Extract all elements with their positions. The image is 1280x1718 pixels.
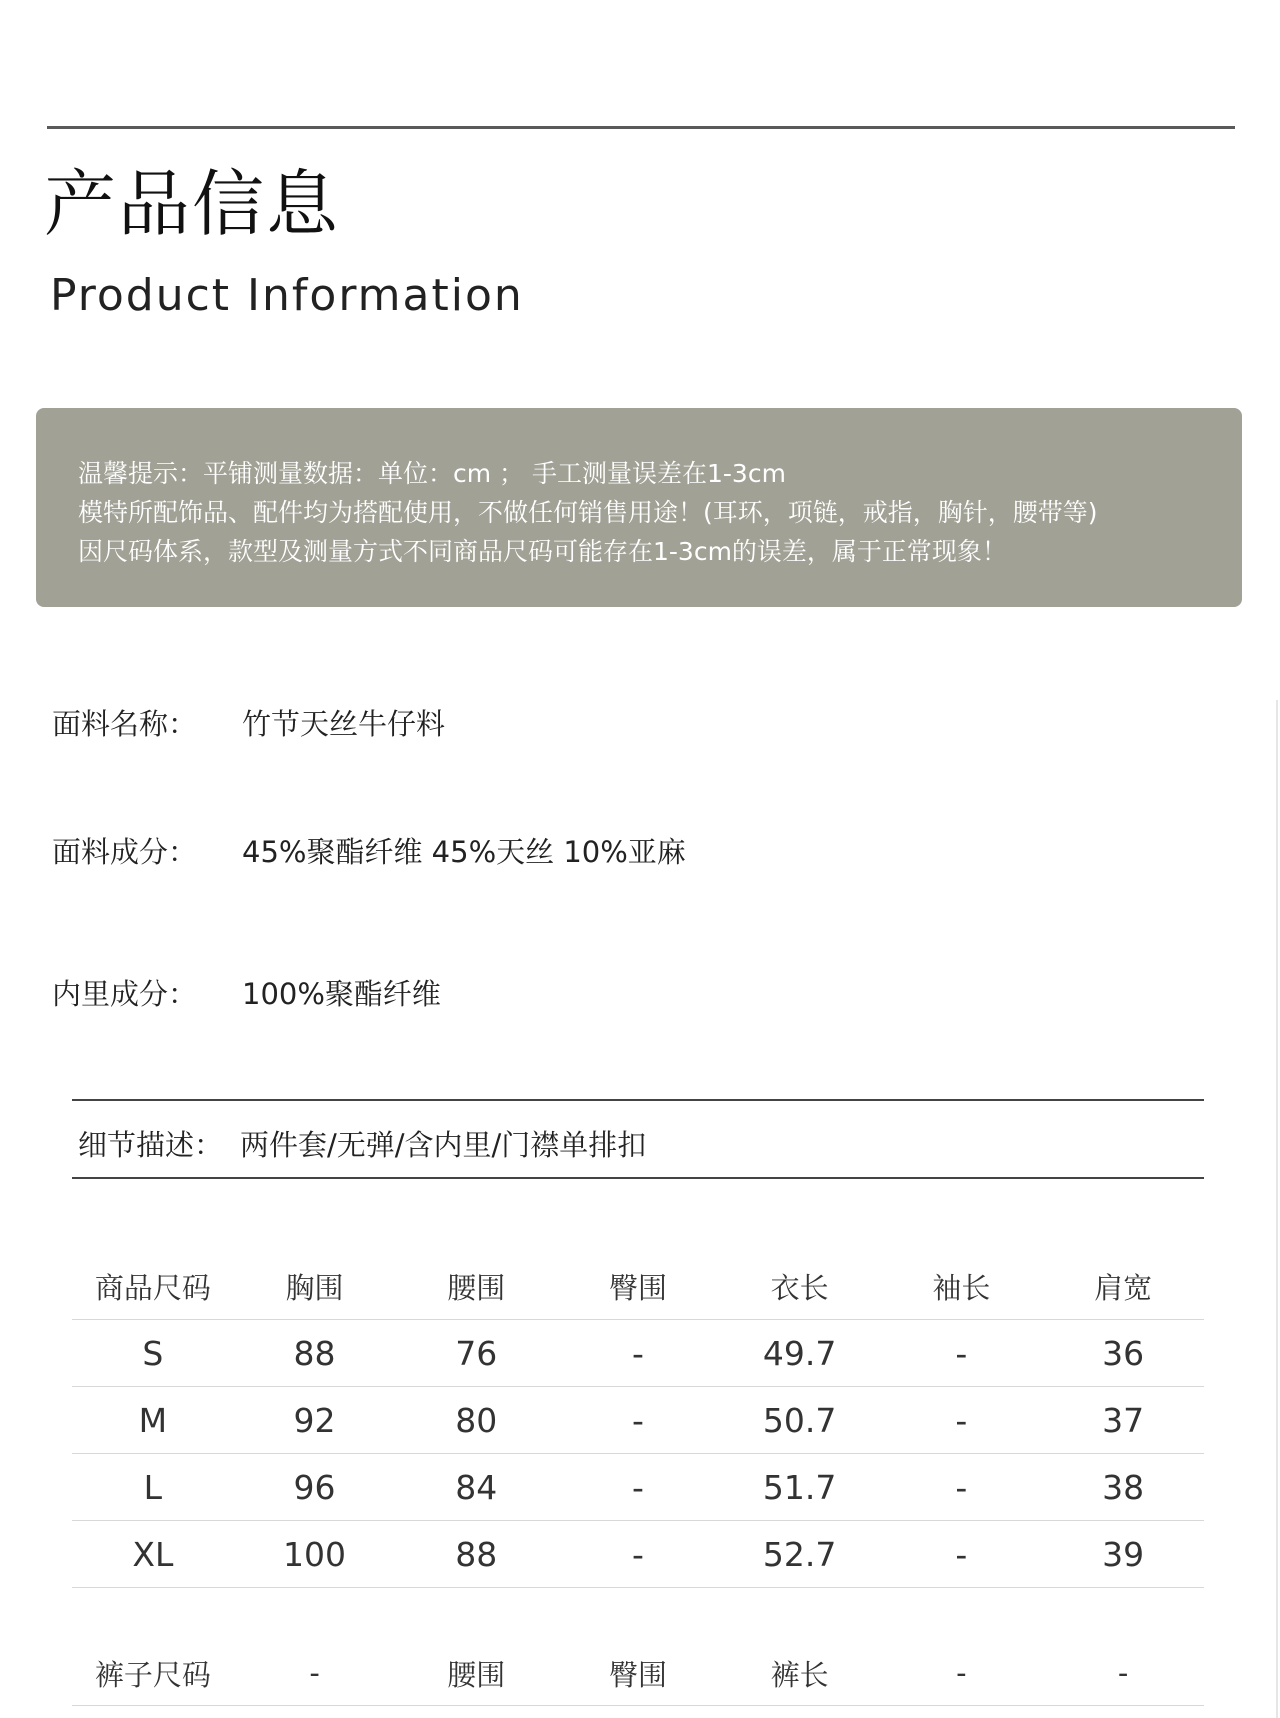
table-cell: 52.7 [719,1521,881,1588]
table-row [72,1320,1204,1387]
right-edge-line [1276,700,1278,1718]
top-divider [47,126,1235,129]
table-cell: 80 [395,1387,557,1454]
table-cell: 84 [395,1454,557,1521]
header-cell: 腰围 [395,1641,557,1706]
table-cell: 96 [234,1454,396,1521]
table-cell: 36 [1042,1320,1204,1387]
detail-box [72,1099,1204,1179]
header-cell: 裤长 [719,1641,881,1706]
table-row [72,1454,1204,1521]
fabric-composition-row [52,835,686,869]
header-cell: 臀围 [557,1641,719,1706]
table-cell: - [557,1387,719,1454]
header-cell: - [881,1641,1043,1706]
table-cell: 76 [395,1320,557,1387]
page-subtitle: Product Information [50,270,524,321]
table-cell: 39 [1042,1521,1204,1588]
table-cell: 100 [234,1521,396,1588]
fabric-name-row [52,707,446,741]
table-cell: 51.7 [719,1454,881,1521]
header-cell: - [234,1641,396,1706]
page-title: 产品信息 [44,162,341,246]
detail-label: 细节描述： [78,1128,224,1162]
table-cell: 38 [1042,1454,1204,1521]
notice-line-3: 因尺码体系，款型及测量方式不同商品尺码可能存在1-3cm的误差，属于正常现象！ [78,537,1007,566]
table-cell: XL [72,1521,234,1588]
header-cell: 袖长 [881,1253,1043,1320]
detail-value: 两件套/无弹/含内里/门襟单排扣 [240,1128,647,1162]
table-cell: 88 [395,1521,557,1588]
notice-line-1: 温馨提示：平铺测量数据：单位：cm ； 手工测量误差在1-3cm [78,459,786,488]
table-cell: M [72,1387,234,1454]
lining-value: 100%聚酯纤维 [242,977,441,1011]
pants-size-table [72,1641,1204,1706]
pants-table-header [72,1641,1204,1706]
header-cell: 臀围 [557,1253,719,1320]
header-cell: 肩宽 [1042,1253,1204,1320]
table-cell: - [881,1387,1043,1454]
table-row [72,1387,1204,1454]
header-cell: 衣长 [719,1253,881,1320]
table-cell: - [881,1320,1043,1387]
table-cell: L [72,1454,234,1521]
size-table-header [72,1253,1204,1320]
table-row [72,1521,1204,1588]
table-cell: - [557,1521,719,1588]
notice-line-2: 模特所配饰品、配件均为搭配使用，不做任何销售用途！(耳环，项链，戒指，胸针，腰带等) [78,498,1098,527]
fabric-composition-value: 45%聚酯纤维 45%天丝 10%亚麻 [242,835,686,869]
lining-label: 内里成分： [52,977,198,1011]
table-cell: 50.7 [719,1387,881,1454]
table-cell: 37 [1042,1387,1204,1454]
table-cell: - [557,1320,719,1387]
table-cell: - [881,1521,1043,1588]
notice-box [36,408,1242,607]
table-cell: 49.7 [719,1320,881,1387]
fabric-name-label: 面料名称： [52,707,198,741]
size-table [72,1253,1204,1588]
lining-row [52,977,441,1011]
header-cell: - [1042,1641,1204,1706]
header-cell: 腰围 [395,1253,557,1320]
header-cell: 裤子尺码 [72,1641,234,1706]
table-cell: S [72,1320,234,1387]
table-cell: - [557,1454,719,1521]
table-cell: 88 [234,1320,396,1387]
header-cell: 商品尺码 [72,1253,234,1320]
table-cell: - [881,1454,1043,1521]
table-cell: 92 [234,1387,396,1454]
fabric-name-value: 竹节天丝牛仔料 [242,707,446,741]
header-cell: 胸围 [234,1253,396,1320]
fabric-composition-label: 面料成分： [52,835,198,869]
